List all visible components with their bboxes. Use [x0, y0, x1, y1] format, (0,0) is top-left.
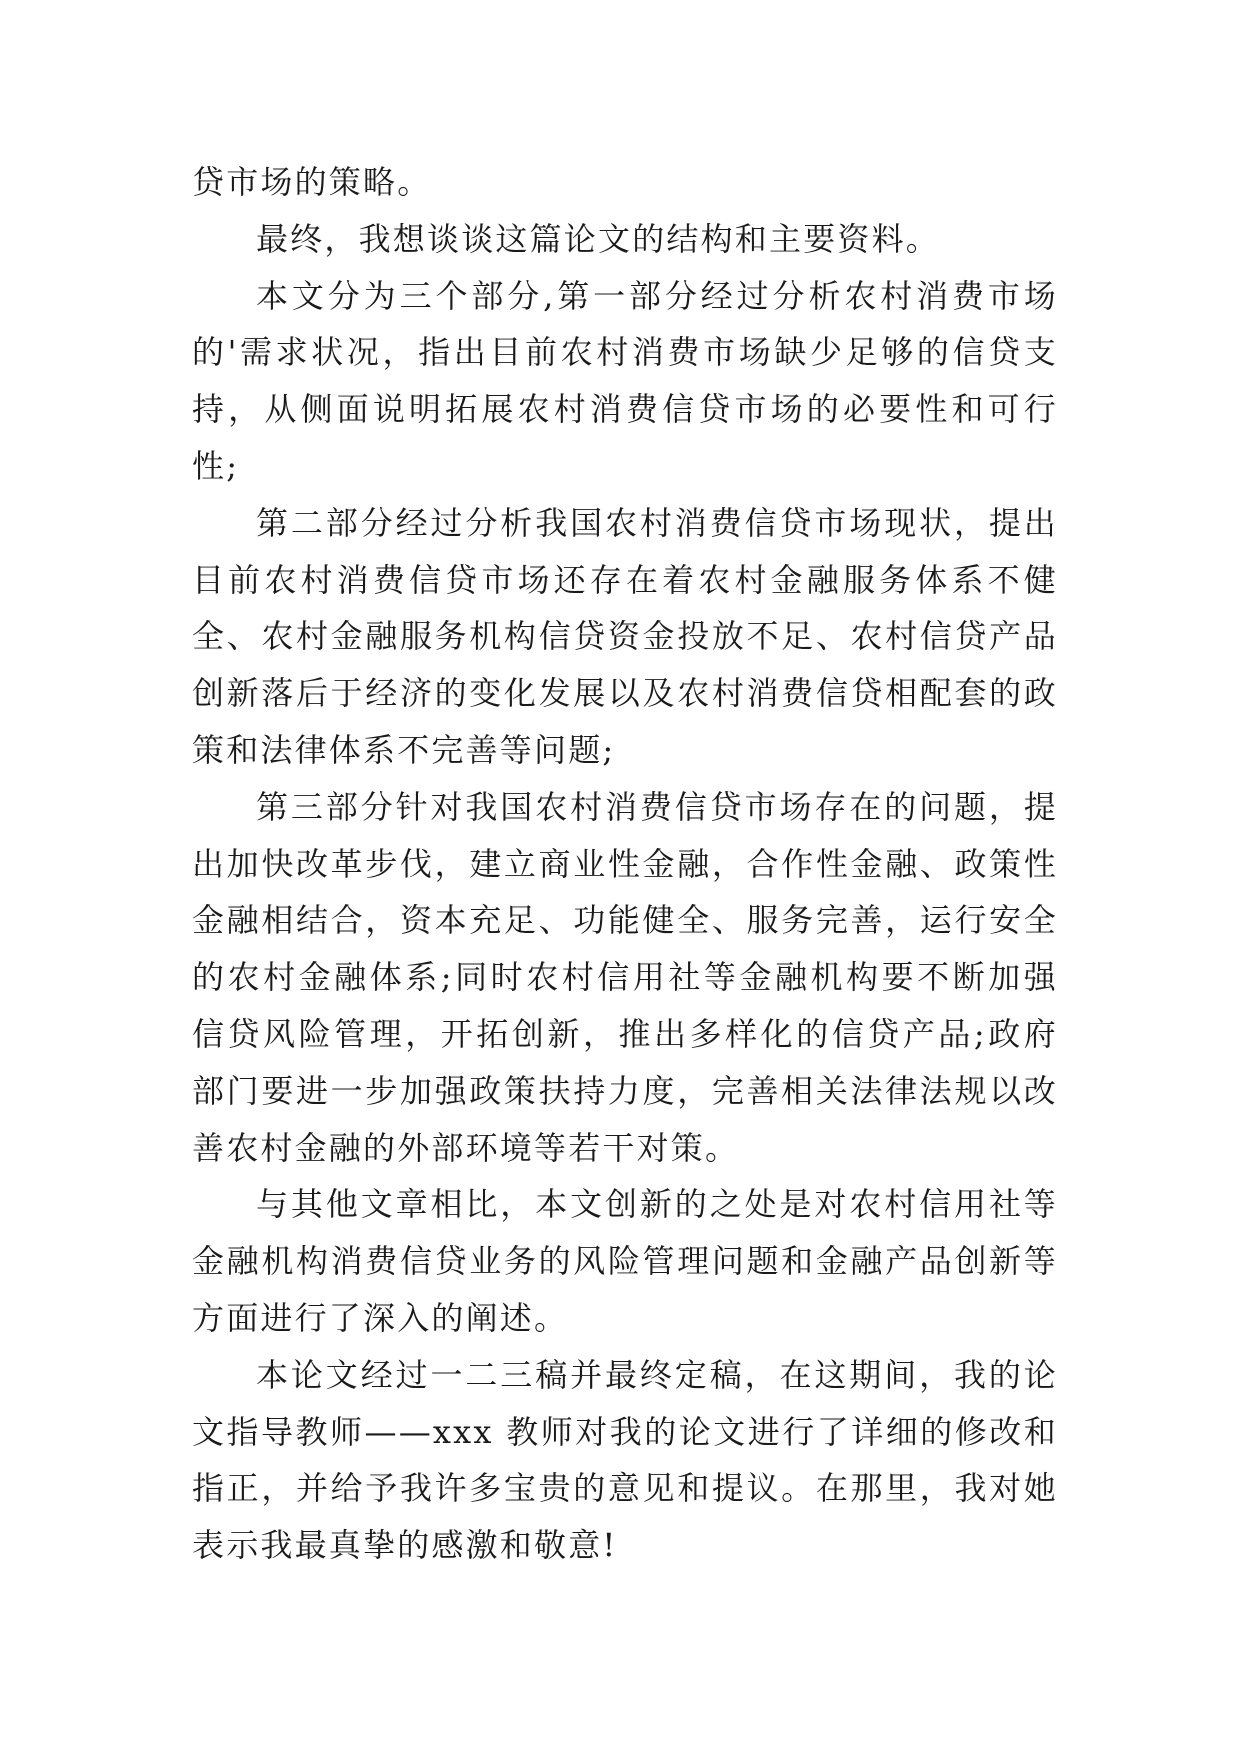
paragraph-7: 本论文经过一二三稿并最终定稿，在这期间，我的论文指导教师——xxx 教师对我的论文进行了详细的修改和指正，并给予我许多宝贵的意见和提议。在那里，我对她表示我最真挚的感激和敬意! — [192, 1355, 1058, 1565]
paragraph-5: 第三部分针对我国农村消费信贷市场存在的问题，提出加快改革步伐，建立商业性金融，合作性金融、政策性金融相结合，资本充足、功能健全、服务完善，运行安全的农村金融体系;同时农村信用社等金融机构要不断加强信贷风险管理，开拓创新，推出多样化的信贷产品;政府部门要进一步加强政策扶持力度，完善相关法律法规以改善农村金融的外部环境等若干对策。 — [192, 787, 1058, 1167]
document-body — [192, 154, 1058, 1574]
paragraph-4: 第二部分经过分析我国农村消费信贷市场现状，提出目前农村消费信贷市场还存在着农村金融服务体系不健全、农村金融服务机构信贷资金投放不足、农村信贷产品创新落后于经济的变化发展以及农村消费信贷相配套的政策和法律体系不完善等问题; — [192, 503, 1058, 769]
paragraph-1: 贷市场的策略。 — [192, 163, 432, 201]
paragraph-6: 与其他文章相比，本文创新的之处是对农村信用社等金融机构消费信贷业务的风险管理问题和金融产品创新等方面进行了深入的阐述。 — [192, 1185, 1058, 1337]
paragraph-3: 本文分为三个部分,第一部分经过分析农村消费市场的'需求状况，指出目前农村消费市场缺少足够的信贷支持，从侧面说明拓展农村消费信贷市场的必要性和可行性; — [192, 276, 1058, 485]
paragraph-2: 最终，我想谈谈这篇论文的结构和主要资料。 — [256, 219, 941, 258]
